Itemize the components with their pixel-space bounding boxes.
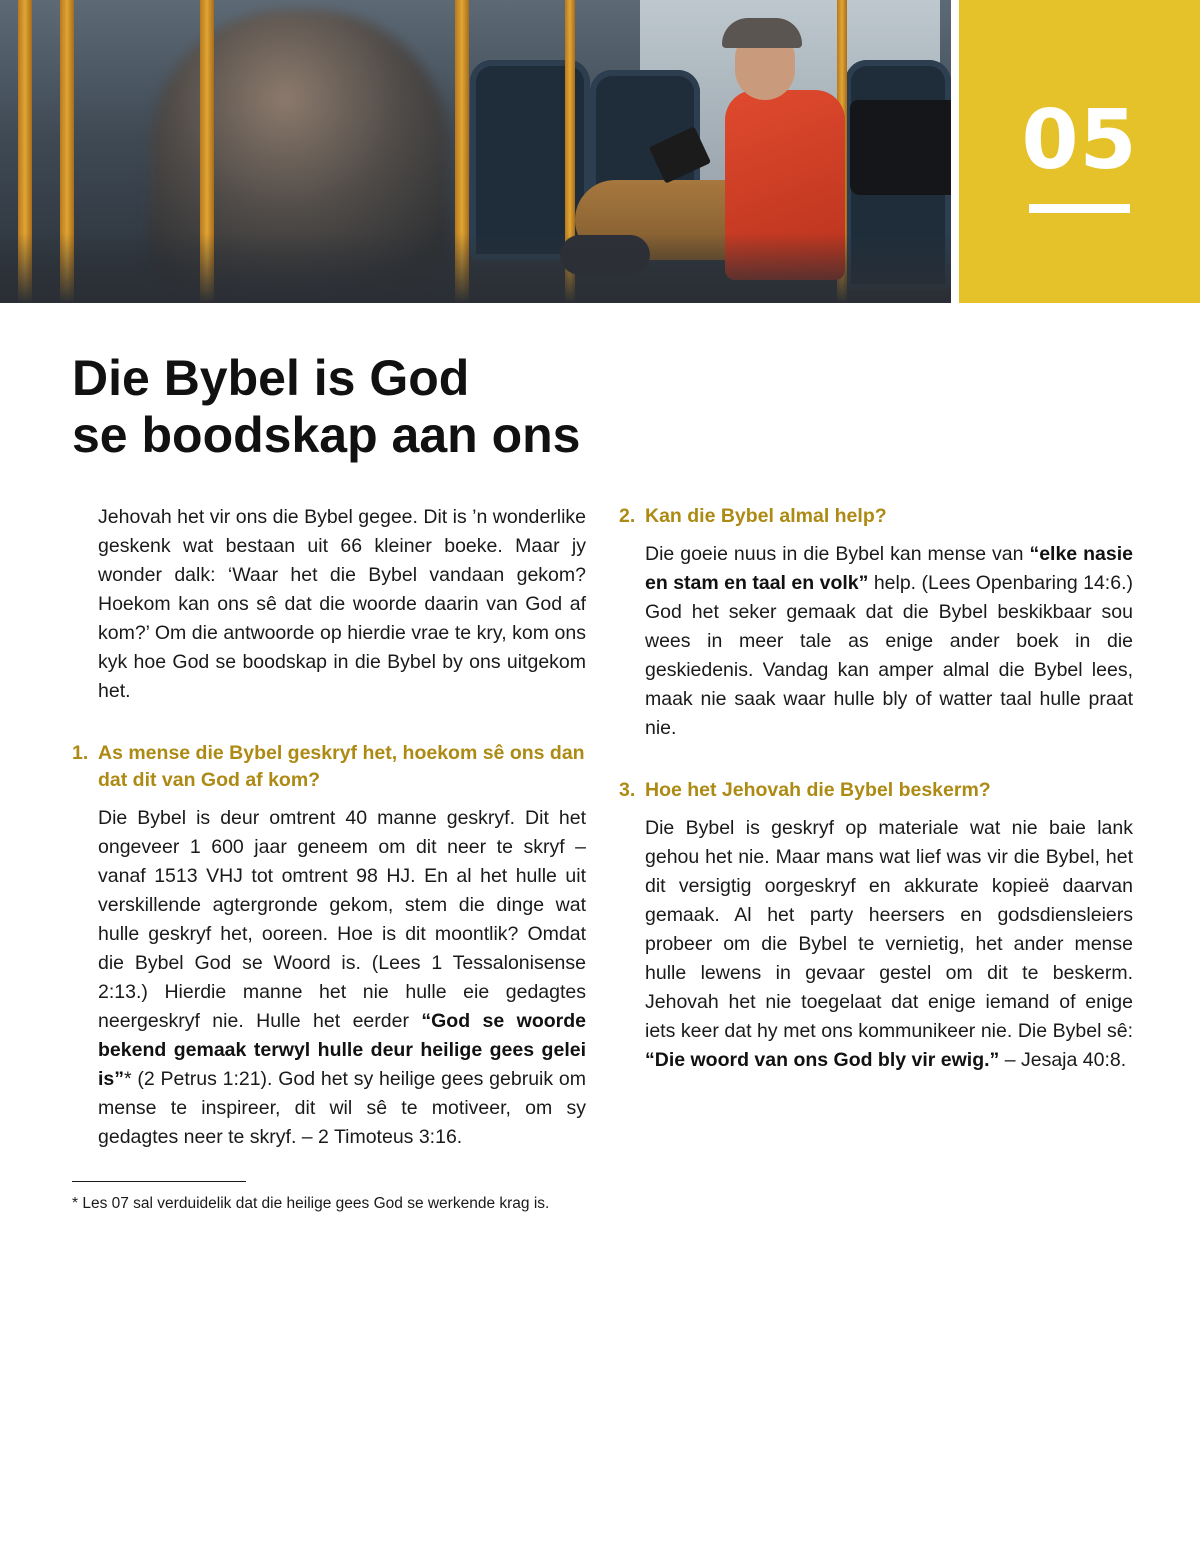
section-heading-2 (619, 503, 1133, 530)
section-heading-text: As mense die Bybel geskryf het, hoekom sê ons dan dat dit van God af kom? (98, 742, 585, 791)
footnote-divider (72, 1181, 246, 1182)
section-body-1 (72, 804, 586, 1152)
scripture-quote: “Die woord van ons God bly vir ewig.” (645, 1049, 1000, 1071)
scripture-quote: “elke nasie en stam en taal en volk” (645, 543, 1133, 594)
lesson-badge-rule (1029, 204, 1130, 213)
section-heading-text: Kan die Bybel almal help? (645, 505, 887, 527)
section-heading-3 (619, 777, 1133, 804)
passenger-bag (850, 100, 951, 195)
body-text: Die goeie nuus in die Bybel kan mense van (645, 543, 1030, 565)
lesson-number-text: 05 (1021, 93, 1138, 188)
reader-cap (722, 18, 802, 48)
section-number: 3. (619, 779, 636, 801)
section-number: 2. (619, 505, 636, 527)
section-body-3 (619, 814, 1133, 1075)
section-number: 1. (72, 742, 89, 764)
hero-photo (0, 0, 951, 303)
footnote: * Les 07 sal verduidelik dat die heilige gees God se werkende krag is. (72, 1195, 550, 1212)
lesson-number (959, 93, 1200, 188)
lesson-badge (959, 0, 1200, 303)
body-text: – Jesaja 40:8. (999, 1049, 1127, 1071)
section-heading-text: Hoe het Jehovah die Bybel beskerm? (645, 779, 991, 801)
body-text: * (2 Petrus 1:21). God het sy heilige gees gebruik om mense te inspireer, dit wil sê te motiveer, om sy gedagtes neer te skryf. – 2 Timoteus 3:16. (98, 1068, 586, 1148)
page-title-line1: Die Bybel is God (72, 350, 470, 406)
body-text: Die Bybel is geskryf op materiale wat nie baie lank gehou het nie. Maar mans wat lief was vir die Bybel, het dit versigtig oorgeskryf en akkurate kopieë daarvan gemaak. Al het party heersers en godsdiensleiers probeer om die Bybel te vernietig, het ander mense hulle lewens in gevaar gestel om dit te beskerm. Jehovah het nie toegelaat dat enige iemand of enige iets keer dat hy met ons kommunikeer nie. Die Bybel sê: (645, 817, 1133, 1042)
scripture-quote: “God se woorde bekend gemaak terwyl hulle deur heilige gees gelei is” (98, 1010, 586, 1090)
page-title (72, 350, 580, 464)
intro-paragraph: Jehovah het vir ons die Bybel gegee. Dit is ’n wonderlike geskenk wat bestaan uit 66 kleiner boeke. Maar jy wonder dalk: ‘Waar het die Bybel vandaan gekom? Hoekom kan ons sê dat die woorde daarin van God af kom?’ Om die antwoorde op hierdie vrae te kry, kom ons kyk hoe God se boodskap in die Bybel by ons uitgekom het. (98, 506, 586, 702)
body-text: help. (Lees Openbaring 14:6.) God het seker gemaak dat die Bybel beskikbaar sou wees in meer tale as enige ander boek in die geskiedenis. Vandag kan amper almal die Bybel lees, maak nie saak waar hulle bly of watter taal hulle praat nie. (645, 572, 1133, 739)
section-heading-1 (72, 740, 586, 794)
bus-floor (0, 233, 951, 303)
left-column (72, 503, 586, 1152)
page-title-line2: se boodskap aan ons (72, 407, 581, 463)
body-text: Die Bybel is deur omtrent 40 manne geskryf. Dit het ongeveer 1 600 jaar geneem om dit neer te skryf – vanaf 1513 VHJ tot omtrent 98 HJ. En al het hulle uit verskillende agtergronde gekom, stem die dinge wat hulle geskryf het, ooreen. Hoe is dit moontlik? Omdat die Bybel God se Woord is. (Lees 1 Tessalonisense 2:13.) Hierdie manne het nie hulle eie gedagtes neergeskryf nie. Hulle het eerder (98, 807, 586, 1032)
right-column (619, 503, 1133, 1075)
section-body-2 (619, 540, 1133, 743)
